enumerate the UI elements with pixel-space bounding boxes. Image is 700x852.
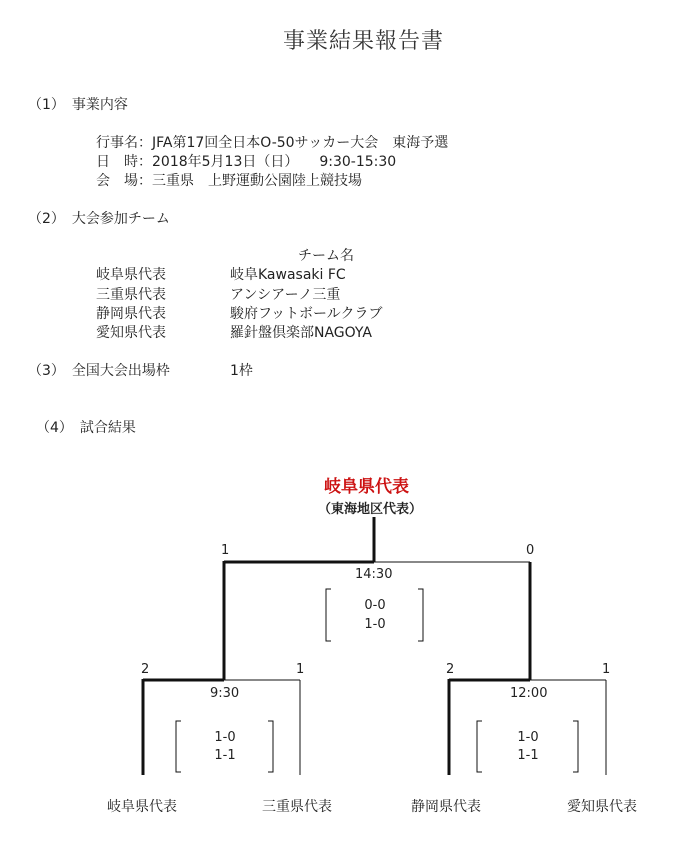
event-date-value: 2018年5月13日（日） 9:30-15:30 bbox=[152, 154, 397, 170]
event-date-label: 日 時： bbox=[96, 154, 152, 170]
champion-label: 岐阜県代表 bbox=[324, 477, 409, 497]
team-pref: 三重県代表 bbox=[96, 287, 166, 303]
event-name-value: JFA第17回全日本O-50サッカー大会 東海予選 bbox=[152, 135, 449, 151]
semi-left-right-score: 1 bbox=[296, 662, 305, 677]
semi-right-score-2: 1-1 bbox=[517, 748, 539, 763]
team-column-header: チーム名 bbox=[298, 248, 354, 264]
section2-heading: （2） 大会参加チーム bbox=[28, 211, 170, 227]
final-right-score: 0 bbox=[526, 543, 535, 558]
semi-right-score-bracket-right bbox=[573, 721, 578, 772]
team-pref: 静岡県代表 bbox=[96, 306, 166, 322]
team-name: 岐阜Kawasaki FC bbox=[230, 267, 346, 283]
event-venue-value: 三重県 上野運動公園陸上競技場 bbox=[152, 173, 362, 189]
final-time: 14:30 bbox=[355, 567, 393, 582]
section4-heading: （4） 試合結果 bbox=[36, 420, 136, 436]
final-score-2: 1-0 bbox=[364, 617, 386, 632]
semi-left-left-score: 2 bbox=[141, 662, 150, 677]
team-pref: 岐阜県代表 bbox=[96, 267, 166, 283]
bracket-team-mie: 三重県代表 bbox=[262, 799, 332, 815]
semi-left-score-bracket-left bbox=[176, 721, 181, 772]
semi-right-right-score: 1 bbox=[602, 662, 611, 677]
bracket-team-shizuoka: 静岡県代表 bbox=[411, 799, 481, 815]
semi-left-score-bracket-right bbox=[268, 721, 273, 772]
semi-left-score-1: 1-0 bbox=[214, 730, 236, 745]
final-score-bracket-left bbox=[326, 589, 331, 641]
bracket-team-gifu: 岐阜県代表 bbox=[107, 799, 177, 815]
team-name: 羅針盤倶楽部NAGOYA bbox=[230, 325, 372, 341]
semi-right-time: 12:00 bbox=[510, 686, 548, 701]
event-venue-label: 会 場： bbox=[96, 173, 152, 189]
section1-heading: （1） 事業内容 bbox=[28, 97, 128, 113]
national-slot-value: 1枠 bbox=[230, 363, 253, 379]
semi-right-left-score: 2 bbox=[446, 662, 455, 677]
team-name: 駿府フットボールクラブ bbox=[230, 306, 383, 322]
final-score-1: 0-0 bbox=[364, 598, 386, 613]
semi-right-score-bracket-left bbox=[477, 721, 482, 772]
team-pref: 愛知県代表 bbox=[96, 325, 166, 341]
page-title: 事業結果報告書 bbox=[283, 29, 445, 54]
semi-left-time: 9:30 bbox=[210, 686, 240, 701]
final-left-score: 1 bbox=[221, 543, 230, 558]
team-name: アンシアーノ三重 bbox=[230, 287, 341, 303]
bracket-team-aichi: 愛知県代表 bbox=[567, 799, 637, 815]
final-score-bracket-right bbox=[418, 589, 423, 641]
semi-left-score-2: 1-1 bbox=[214, 748, 236, 763]
champion-note: （東海地区代表） bbox=[318, 502, 423, 517]
event-name-label: 行事名： bbox=[96, 135, 152, 151]
semi-right-score-1: 1-0 bbox=[517, 730, 539, 745]
section3-heading: （3） 全国大会出場枠 bbox=[28, 363, 170, 379]
